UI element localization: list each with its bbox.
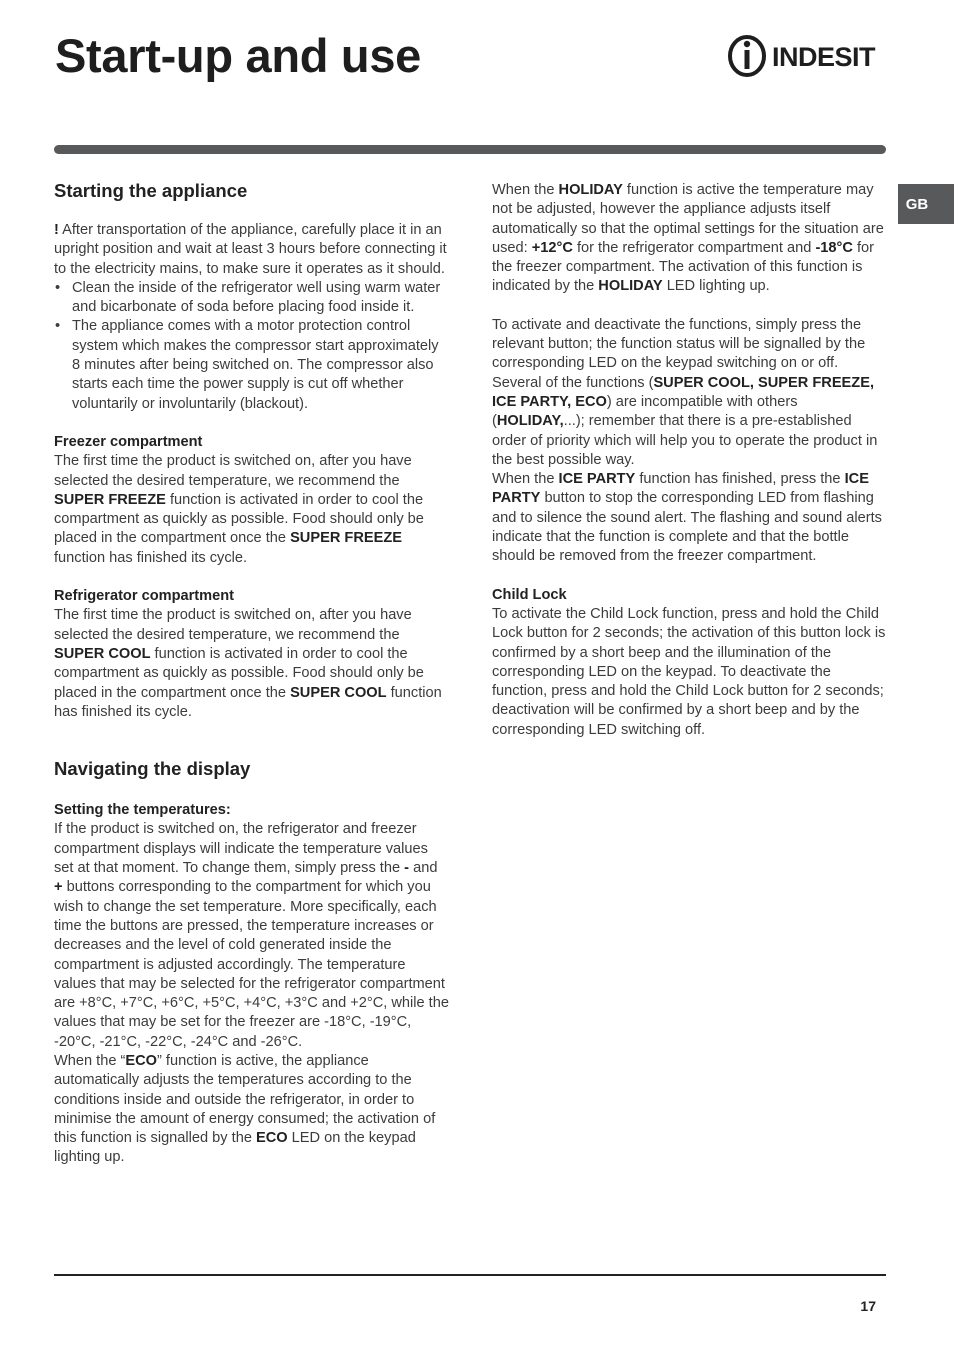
language-tab: GB — [898, 184, 954, 224]
child-lock-paragraph: To activate the Child Lock function, press and hold the Child Lock button for 2 seconds; the activation of this button lock is confirmed by a short beep and the illumination of the corresponding LED on the keypad. To deactivate the function, press and hold the Child Lock button for 2 seconds; deactivation will be confirmed by a short beep and by the corresponding LED switching off. — [492, 605, 886, 738]
bullet-list — [54, 279, 450, 414]
incompatible-paragraph: Several of the functions (SUPER COOL, SUPER FREEZE, ICE PARTY, ECO) are incompatible with others (HOLIDAY,...); remember that there is a pre-established order of priority which will help you to operate the product in the best possible way. — [492, 374, 878, 468]
footer-rule — [54, 1274, 886, 1276]
warning-icon: ! — [54, 222, 59, 238]
section-heading-navigating: Navigating the display — [54, 758, 251, 780]
subheading-setting-temperatures: Setting the temperatures: — [54, 802, 231, 819]
subheading-child-lock: Child Lock — [492, 586, 567, 603]
subheading-freezer: Freezer compartment — [54, 433, 203, 450]
freezer-paragraph: The first time the product is switched on, after you have selected the desired temperature, we recommend the SUPER FREEZE function is activated in order to cool the compartment as quickly as possible. Food should only be placed in the compartment once the SUPER FREEZE function has finished its cycle. — [54, 453, 424, 566]
warning-paragraph: ! After transportation of the appliance, carefully place it in an upright position and wait at least 3 hours before connecting it to the electricity mains, to make sure it operates as it should. — [54, 222, 447, 277]
list-item: • The appliance comes with a motor protection control system which makes the compressor start approximately 8 minutes after being switched on. The compressor also starts each time the power supply is cut off whether voluntarily or involuntarily (blackout). — [54, 317, 450, 413]
ice-party-paragraph: When the ICE PARTY function has finished, press the ICE PARTY button to stop the corresponding LED from flashing and to silence the sound alert. The flashing and sound alerts indicate that the function is complete and that the bottle should be removed from the freezer compartment. — [492, 471, 882, 565]
section-heading-starting: Starting the appliance — [54, 180, 248, 201]
temperatures-paragraph: If the product is switched on, the refrigerator and freezer compartment displays will indicate the temperature values set at that moment. To change them, simply press the - and + buttons corresponding to the compartment for which you wish to change the set temperature. More specifically, each time the buttons are pressed, the temperature increases or decreases and the level of cold generated inside the compartment is adjusted accordingly. The temperature values that may be selected for the refrigerator compartment are +8°C, +7°C, +6°C, +5°C, +4°C, +3°C and +2°C, while the values that may be set for the freezer are -18°C, -19°C, -20°C, -21°C, -22°C, -24°C and -26°C. — [54, 821, 449, 1050]
holiday-paragraph: When the HOLIDAY function is active the temperature may not be adjusted, however the appliance adjusts itself automatically so that the optimal settings for the situation are used: +12°C for the refrigerator compartment and -18°C for the freezer compartment. The activation of this function is indicated by the HOLIDAY LED lighting up. — [492, 182, 884, 295]
right-column — [492, 181, 886, 740]
activate-paragraph: To activate and deactivate the functions, simply press the relevant button; the function status will be signalled by the corresponding LED on the keypad switching on or off. — [492, 316, 866, 372]
header-rule — [54, 145, 886, 154]
subheading-refrigerator: Refrigerator compartment — [54, 588, 235, 605]
eco-paragraph: When the “ECO” function is active, the appliance automatically adjusts the temperatures according to the conditions inside and outside the refrigerator, in order to minimise the amount of energy consumed; the activation of this function is signalled by the ECO LED on the keypad lighting up. — [54, 1052, 436, 1166]
list-item: • Clean the inside of the refrigerator well using warm water and bicarbonate of soda before placing food inside it. — [54, 279, 450, 318]
brand-wordmark: INDESIT — [772, 42, 876, 72]
left-column — [54, 180, 450, 1168]
indesit-logo — [726, 33, 888, 79]
refrigerator-paragraph: The first time the product is switched on, after you have selected the desired temperature, we recommend the SUPER COOL function is activated in order to cool the compartment as quickly as possible. Food should only be placed in the compartment once the SUPER COOL function has finished its cycle. — [54, 607, 442, 720]
page-title: Start-up and use — [55, 29, 422, 82]
page-number: 17 — [860, 1298, 876, 1314]
